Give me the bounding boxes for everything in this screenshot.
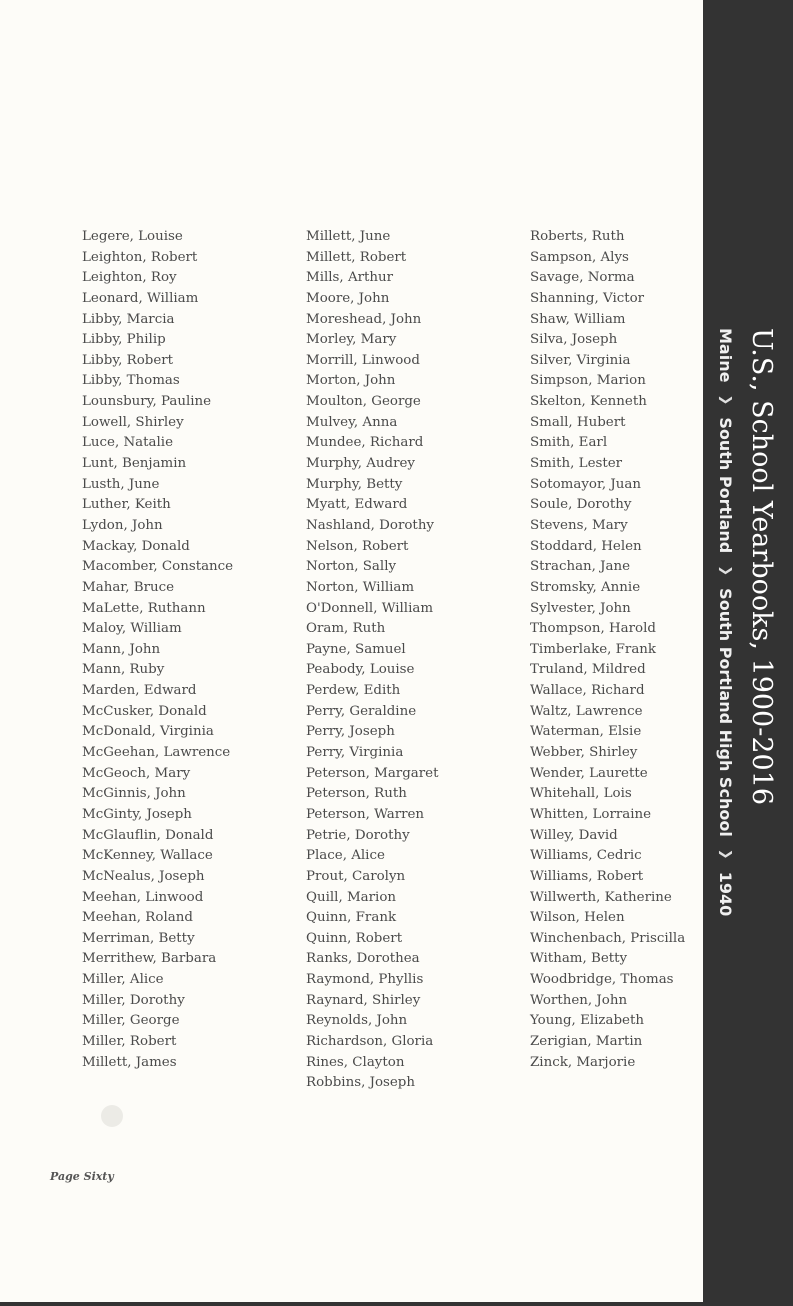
name-entry: McGeehan, Lawrence bbox=[82, 745, 231, 761]
name-entry: Perdew, Edith bbox=[306, 683, 401, 699]
name-entry: Mackay, Donald bbox=[82, 538, 190, 554]
name-entry: Libby, Thomas bbox=[82, 373, 180, 389]
name-entry: McGinnis, John bbox=[82, 786, 186, 802]
name-entry: Merrithew, Barbara bbox=[82, 951, 217, 967]
name-entry: Morrill, Linwood bbox=[306, 352, 420, 368]
name-entry: Marden, Edward bbox=[82, 683, 197, 699]
name-entry: Smith, Earl bbox=[530, 435, 608, 451]
name-entry: Zinck, Marjorie bbox=[530, 1054, 636, 1070]
name-entry: Simpson, Marion bbox=[530, 373, 646, 389]
name-entry: McDonald, Virginia bbox=[82, 724, 214, 740]
name-entry: Waterman, Elsie bbox=[530, 724, 642, 740]
breadcrumb bbox=[714, 328, 736, 916]
name-entry: Mann, Ruby bbox=[82, 662, 165, 678]
name-entry: Oram, Ruth bbox=[306, 621, 386, 637]
name-entry: Moulton, George bbox=[306, 394, 421, 410]
name-entry: Truland, Mildred bbox=[530, 662, 646, 678]
name-entry: Nelson, Robert bbox=[306, 538, 409, 554]
name-entry: Moore, John bbox=[306, 290, 390, 306]
name-entry: Small, Hubert bbox=[530, 414, 626, 430]
name-entry: Moreshead, John bbox=[306, 311, 422, 327]
name-entry: Morton, John bbox=[306, 373, 396, 389]
page-smudge bbox=[101, 1105, 123, 1127]
breadcrumb-city[interactable]: South Portland bbox=[716, 417, 735, 554]
name-entry: Peterson, Margaret bbox=[306, 765, 439, 781]
name-entry: Quinn, Frank bbox=[306, 910, 397, 926]
name-entry: Strachan, Jane bbox=[530, 559, 631, 575]
name-entry: Perry, Geraldine bbox=[306, 703, 417, 719]
name-entry: Lunt, Benjamin bbox=[82, 456, 187, 472]
name-entry: Rines, Clayton bbox=[306, 1054, 405, 1070]
name-entry: Perry, Joseph bbox=[306, 724, 395, 740]
name-entry: Leighton, Robert bbox=[82, 249, 198, 265]
name-entry: Ranks, Dorothea bbox=[306, 951, 420, 967]
name-entry: Sylvester, John bbox=[530, 600, 631, 616]
name-entry: Luther, Keith bbox=[82, 497, 171, 513]
name-entry: Sampson, Alys bbox=[530, 249, 629, 265]
name-entry: Morley, Mary bbox=[306, 332, 397, 348]
name-entry: Mundee, Richard bbox=[306, 435, 424, 451]
name-entry: O'Donnell, William bbox=[306, 600, 434, 616]
name-entry: Shanning, Victor bbox=[530, 290, 645, 306]
page-number-footer: Page Sixty bbox=[50, 1170, 114, 1183]
name-entry: Wilson, Helen bbox=[530, 910, 625, 926]
name-entry: Richardson, Gloria bbox=[306, 1033, 434, 1049]
name-entry: Zerigian, Martin bbox=[530, 1033, 643, 1049]
name-entry: Woodbridge, Thomas bbox=[530, 972, 674, 988]
name-entry: Savage, Norma bbox=[530, 270, 635, 286]
name-entry: Miller, Alice bbox=[82, 972, 164, 988]
name-entry: Willey, David bbox=[530, 827, 618, 843]
name-entry: Stoddard, Helen bbox=[530, 538, 642, 554]
bottom-border bbox=[0, 1302, 703, 1306]
name-entry: Leighton, Roy bbox=[82, 270, 177, 286]
name-entry: Robbins, Joseph bbox=[306, 1075, 416, 1091]
name-entry: Miller, Dorothy bbox=[82, 992, 185, 1008]
name-column-2 bbox=[306, 227, 438, 1094]
name-entry: Reynolds, John bbox=[306, 1013, 408, 1029]
name-entry: Libby, Philip bbox=[82, 332, 166, 348]
name-entry: Murphy, Betty bbox=[306, 476, 403, 492]
name-entry: Willwerth, Katherine bbox=[530, 889, 672, 905]
name-entry: Norton, Sally bbox=[306, 559, 397, 575]
name-entry: Timberlake, Frank bbox=[530, 641, 657, 657]
name-entry: McKenney, Wallace bbox=[82, 848, 213, 864]
name-entry: Lounsbury, Pauline bbox=[82, 394, 212, 410]
name-entry: Skelton, Kenneth bbox=[530, 394, 647, 410]
name-entry: Peterson, Warren bbox=[306, 806, 425, 822]
name-entry: Myatt, Edward bbox=[306, 497, 408, 513]
name-entry: McCusker, Donald bbox=[82, 703, 207, 719]
name-entry: Webber, Shirley bbox=[530, 745, 638, 761]
name-entry: Peterson, Ruth bbox=[306, 786, 407, 802]
name-entry: Stevens, Mary bbox=[530, 517, 628, 533]
breadcrumb-year[interactable]: 1940 bbox=[716, 871, 735, 917]
chevron-right-icon: ❯ bbox=[718, 565, 733, 577]
name-entry: Norton, William bbox=[306, 579, 415, 595]
name-entry: MaLette, Ruthann bbox=[82, 600, 206, 616]
name-entry: Young, Elizabeth bbox=[530, 1013, 644, 1029]
name-entry: Murphy, Audrey bbox=[306, 456, 415, 472]
name-entry: Luce, Natalie bbox=[82, 435, 174, 451]
breadcrumb-state[interactable]: Maine bbox=[716, 328, 735, 383]
name-entry: Macomber, Constance bbox=[82, 559, 234, 575]
name-entry: Quinn, Robert bbox=[306, 930, 403, 946]
collection-title[interactable]: U.S., School Yearbooks, 1900-2016 bbox=[746, 328, 777, 806]
name-entry: Miller, Robert bbox=[82, 1033, 177, 1049]
name-entry: Waltz, Lawrence bbox=[530, 703, 643, 719]
name-entry: Silva, Joseph bbox=[530, 332, 618, 348]
name-entry: Merriman, Betty bbox=[82, 930, 195, 946]
name-entry: Whitehall, Lois bbox=[530, 786, 632, 802]
name-entry: Libby, Marcia bbox=[82, 311, 175, 327]
name-entry: Meehan, Roland bbox=[82, 910, 193, 926]
name-entry: Thompson, Harold bbox=[530, 621, 656, 637]
breadcrumb-school[interactable]: South Portland High School bbox=[716, 588, 735, 837]
collection-side-panel bbox=[703, 0, 793, 1306]
name-entry: Miller, George bbox=[82, 1013, 180, 1029]
name-entry: Millett, Robert bbox=[306, 249, 407, 265]
name-entry: Whitten, Lorraine bbox=[530, 806, 652, 822]
name-entry: Place, Alice bbox=[306, 848, 385, 864]
name-entry: Mahar, Bruce bbox=[82, 579, 175, 595]
name-entry: Williams, Cedric bbox=[530, 848, 642, 864]
name-entry: Lowell, Shirley bbox=[82, 414, 184, 430]
name-column-1 bbox=[82, 227, 233, 1073]
name-entry: McGlauflin, Donald bbox=[82, 827, 214, 843]
name-entry: Peabody, Louise bbox=[306, 662, 415, 678]
name-entry: Millett, James bbox=[82, 1054, 177, 1070]
name-entry: Millett, June bbox=[306, 229, 391, 244]
name-entry: Payne, Samuel bbox=[306, 641, 406, 657]
chevron-right-icon: ❯ bbox=[718, 848, 733, 860]
name-entry: Raymond, Phyllis bbox=[306, 972, 424, 988]
name-entry: Soule, Dorothy bbox=[530, 497, 632, 513]
name-entry: Lusth, June bbox=[82, 476, 160, 492]
name-entry: McGeoch, Mary bbox=[82, 765, 191, 781]
name-entry: Winchenbach, Priscilla bbox=[530, 930, 686, 946]
name-entry: Stromsky, Annie bbox=[530, 579, 641, 595]
chevron-right-icon: ❯ bbox=[718, 394, 733, 406]
name-entry: Witham, Betty bbox=[530, 951, 628, 967]
name-entry: McGinty, Joseph bbox=[82, 806, 192, 822]
name-column-3 bbox=[530, 227, 685, 1073]
name-entry: Meehan, Linwood bbox=[82, 889, 204, 905]
name-entry: Worthen, John bbox=[530, 992, 628, 1008]
name-entry: Wallace, Richard bbox=[530, 683, 645, 699]
name-entry: Legere, Louise bbox=[82, 229, 183, 244]
name-entry: McNealus, Joseph bbox=[82, 868, 205, 884]
name-entry: Prout, Carolyn bbox=[306, 868, 406, 884]
name-entry: Nashland, Dorothy bbox=[306, 517, 435, 533]
name-entry: Mulvey, Anna bbox=[306, 414, 398, 430]
name-entry: Petrie, Dorothy bbox=[306, 827, 410, 843]
name-entry: Perry, Virginia bbox=[306, 745, 404, 761]
name-entry: Quill, Marion bbox=[306, 889, 397, 905]
name-entry: Williams, Robert bbox=[530, 868, 644, 884]
name-entry: Mann, John bbox=[82, 641, 161, 657]
name-entry: Libby, Robert bbox=[82, 352, 174, 368]
name-entry: Shaw, William bbox=[530, 311, 626, 327]
name-entry: Lydon, John bbox=[82, 517, 163, 533]
name-entry: Roberts, Ruth bbox=[530, 229, 625, 244]
name-entry: Silver, Virginia bbox=[530, 352, 631, 368]
name-entry: Raynard, Shirley bbox=[306, 992, 421, 1008]
name-entry: Leonard, William bbox=[82, 290, 199, 306]
name-entry: Maloy, William bbox=[82, 621, 182, 637]
name-entry: Wender, Laurette bbox=[530, 765, 648, 781]
name-entry: Sotomayor, Juan bbox=[530, 476, 642, 492]
name-entry: Mills, Arthur bbox=[306, 270, 394, 286]
name-entry: Smith, Lester bbox=[530, 456, 623, 472]
